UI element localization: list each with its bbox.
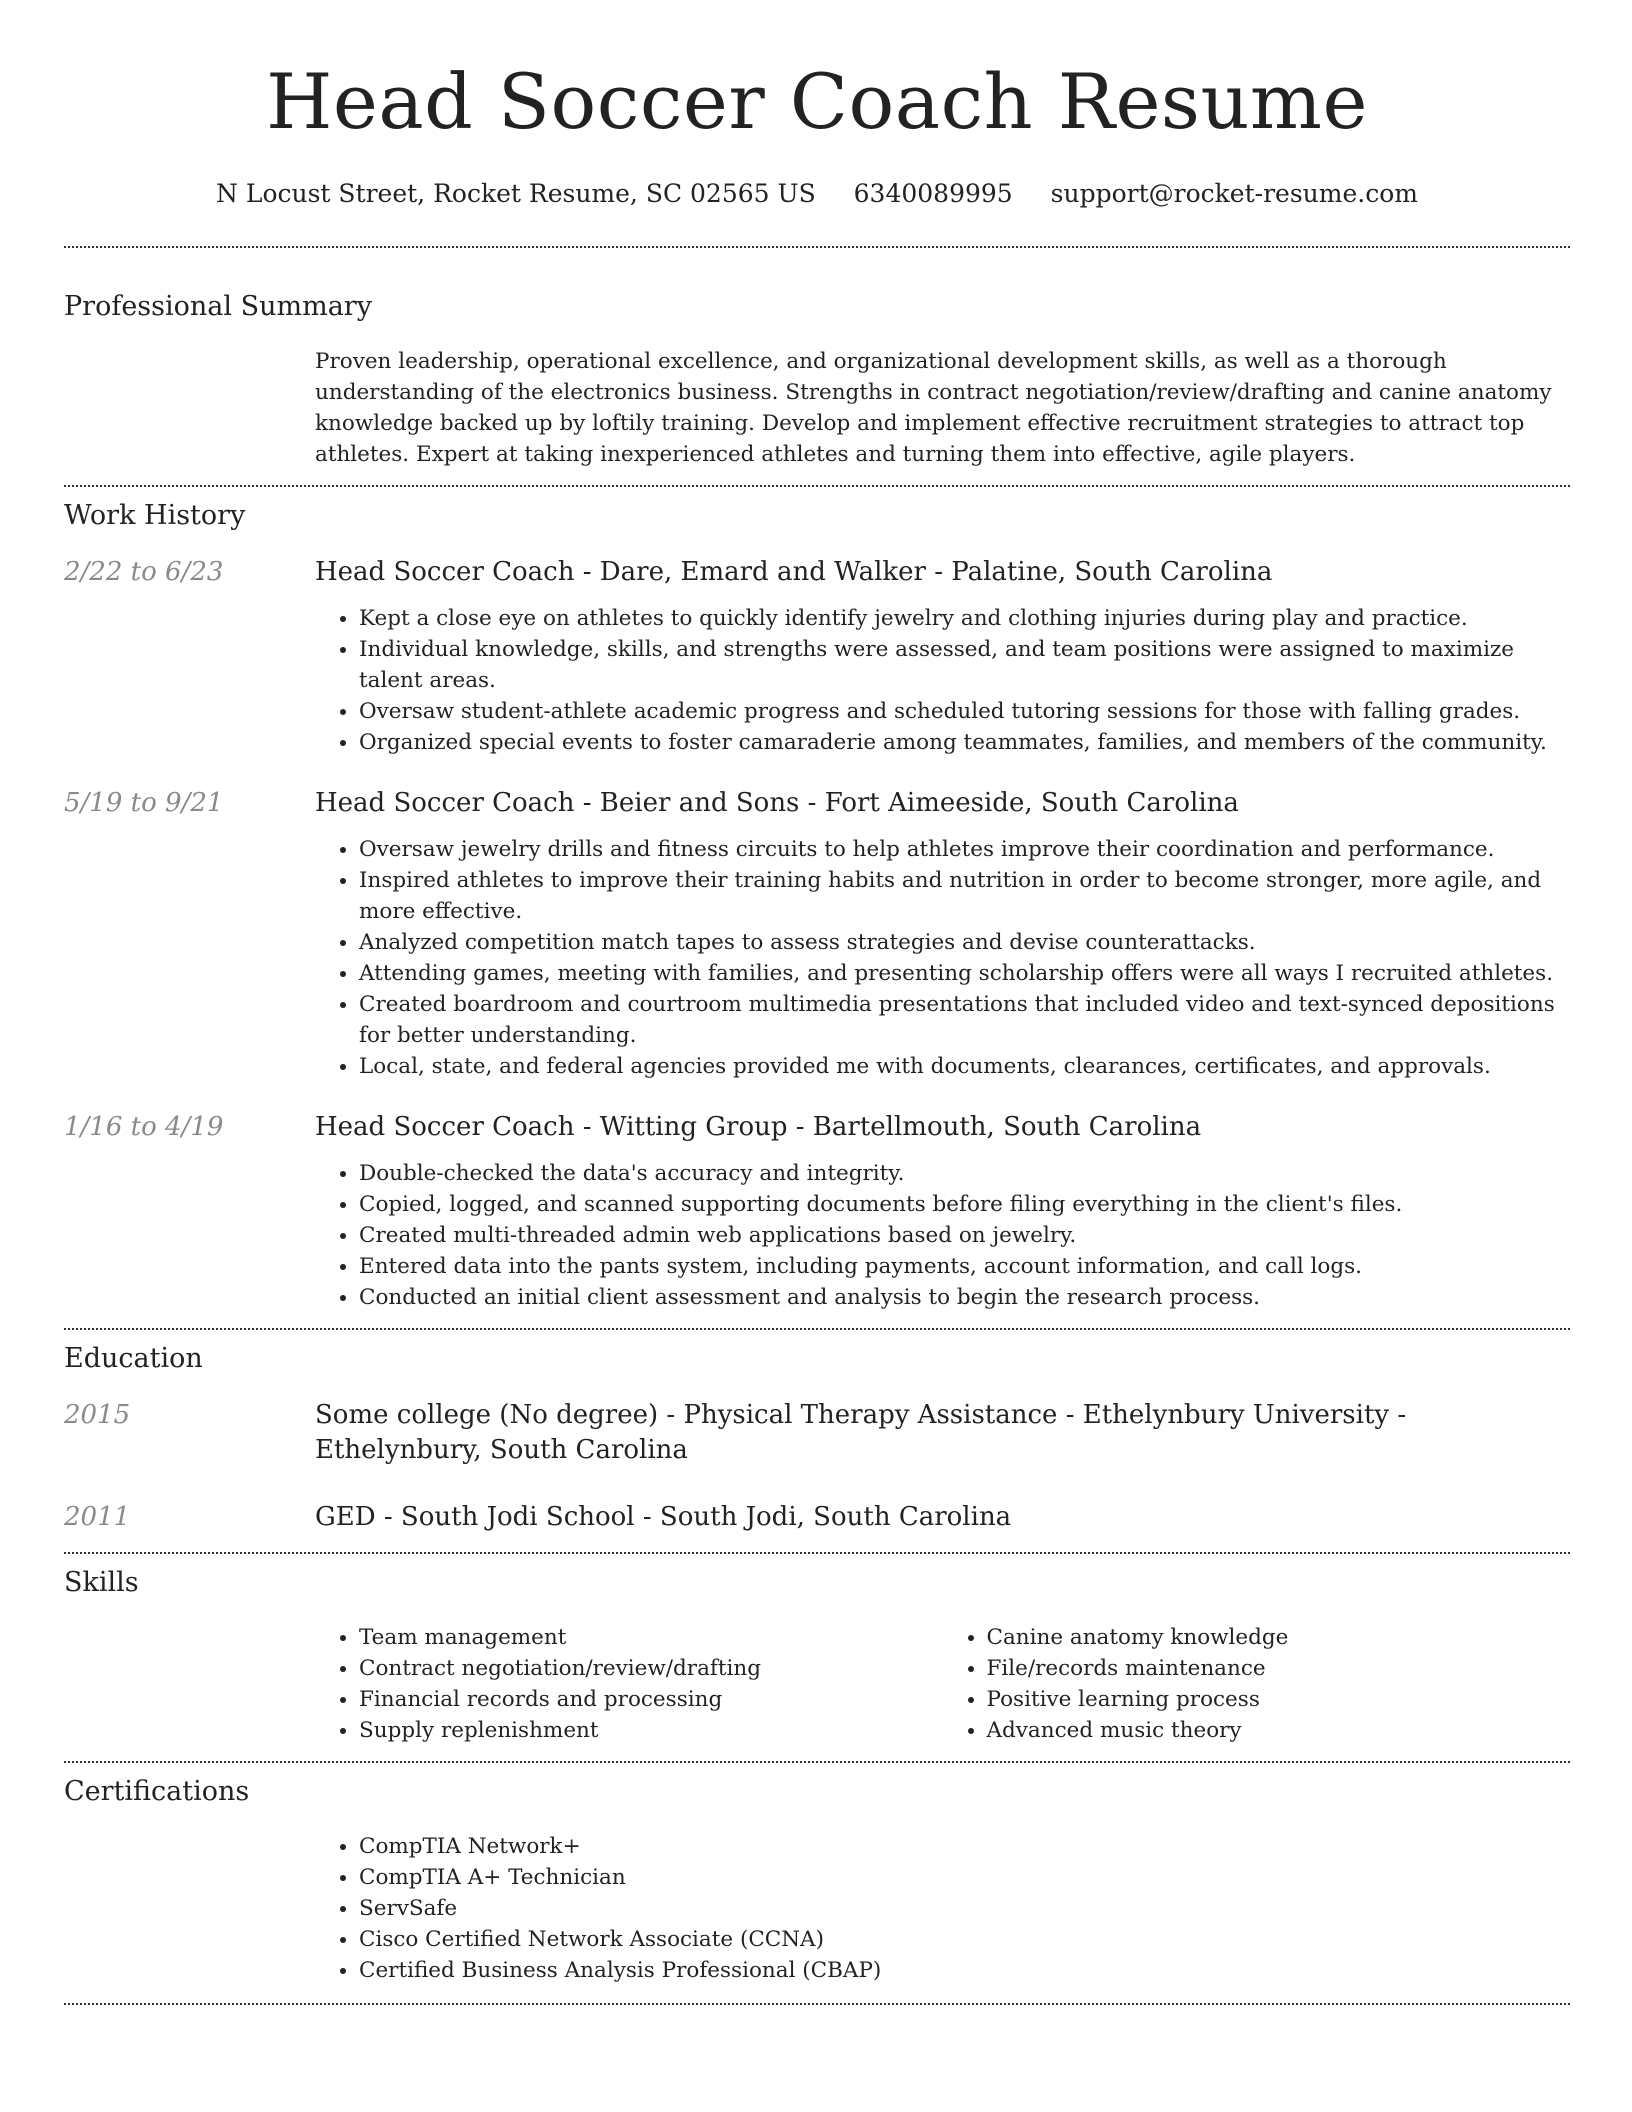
list-item: • Oversaw jewelry drills and fitness circuits to help athletes improve their coordination and performance. bbox=[359, 834, 1570, 865]
job-dates: 1/16 to 4/19 bbox=[64, 1112, 224, 1142]
job-title: Head Soccer Coach - Dare, Emard and Walker - Palatine, South Carolina bbox=[315, 557, 1273, 587]
list-item: • Inspired athletes to improve their training habits and nutrition in order to become stronger, more agile, and more effective. bbox=[359, 865, 1570, 927]
list-item: • Canine anatomy knowledge bbox=[987, 1622, 1571, 1653]
list-item: • Double-checked the data's accuracy and integrity. bbox=[359, 1158, 1570, 1189]
education-entry bbox=[64, 1500, 1570, 1535]
divider bbox=[64, 485, 1570, 487]
section-title-certifications: Certifications bbox=[64, 1776, 250, 1807]
job-dates: 2/22 to 6/23 bbox=[64, 557, 224, 587]
certifications-row bbox=[64, 1831, 1570, 1986]
job-title: Head Soccer Coach - Beier and Sons - Fort Aimeeside, South Carolina bbox=[315, 788, 1239, 818]
list-item: • Kept a close eye on athletes to quickly identify jewelry and clothing injuries during play and practice. bbox=[359, 603, 1570, 634]
list-item: • Entered data into the pants system, including payments, account information, and call logs. bbox=[359, 1251, 1570, 1282]
section-title-skills: Skills bbox=[64, 1567, 139, 1598]
summary-row bbox=[64, 346, 1570, 470]
contact-email: support@rocket-resume.com bbox=[1050, 179, 1418, 208]
list-item: • Created multi-threaded admin web applications based on jewelry. bbox=[359, 1220, 1570, 1251]
list-item: • Copied, logged, and scanned supporting documents before filing everything in the client's files. bbox=[359, 1189, 1570, 1220]
divider bbox=[64, 246, 1570, 248]
divider bbox=[64, 2003, 1570, 2005]
list-item: • Organized special events to foster camaraderie among teammates, families, and members of the community. bbox=[359, 727, 1570, 758]
section-title-education: Education bbox=[64, 1343, 203, 1374]
job-title: Head Soccer Coach - Witting Group - Bartellmouth, South Carolina bbox=[315, 1112, 1202, 1142]
list-item: • Advanced music theory bbox=[987, 1715, 1571, 1746]
resume-title: Head Soccer Coach Resume bbox=[266, 57, 1368, 146]
list-item: • Oversaw student-athlete academic progress and scheduled tutoring sessions for those with falling grades. bbox=[359, 696, 1570, 727]
education-text: GED - South Jodi School - South Jodi, South Carolina bbox=[315, 1502, 1012, 1532]
skills-row bbox=[64, 1622, 1570, 1746]
list-item: • Cisco Certified Network Associate (CCNA) bbox=[359, 1924, 1570, 1955]
list-item: • Supply replenishment bbox=[359, 1715, 943, 1746]
job-bullets bbox=[315, 603, 1570, 758]
job-entry bbox=[64, 555, 1570, 758]
job-bullets bbox=[315, 834, 1570, 1082]
resume-page bbox=[64, 0, 1570, 2005]
list-item: • Created boardroom and courtroom multimedia presentations that included video and text-synced depositions for better understanding. bbox=[359, 989, 1570, 1051]
list-item: • Local, state, and federal agencies provided me with documents, clearances, certificates, and approvals. bbox=[359, 1051, 1570, 1082]
education-text: Some college (No degree) - Physical Therapy Assistance - Ethelynbury University - Ethelynbury, South Carolina bbox=[315, 1400, 1407, 1465]
divider bbox=[64, 1328, 1570, 1330]
divider bbox=[64, 1552, 1570, 1554]
list-item: • CompTIA Network+ bbox=[359, 1831, 1570, 1862]
list-item: • Team management bbox=[359, 1622, 943, 1653]
list-item: • Individual knowledge, skills, and strengths were assessed, and team positions were assigned to maximize talent areas. bbox=[359, 634, 1570, 696]
divider bbox=[64, 1761, 1570, 1763]
contact-address: N Locust Street, Rocket Resume, SC 02565 US bbox=[216, 179, 816, 208]
education-entry bbox=[64, 1398, 1570, 1468]
list-item: • Contract negotiation/review/drafting bbox=[359, 1653, 943, 1684]
list-item: • Analyzed competition match tapes to assess strategies and devise counterattacks. bbox=[359, 927, 1570, 958]
education-year: 2015 bbox=[64, 1400, 131, 1430]
skills-grid bbox=[315, 1622, 1570, 1746]
job-dates: 5/19 to 9/21 bbox=[64, 788, 224, 818]
section-title-summary: Professional Summary bbox=[64, 291, 372, 322]
list-item: • Attending games, meeting with families, and presenting scholarship offers were all ways I recruited athletes. bbox=[359, 958, 1570, 989]
list-item: • Positive learning process bbox=[987, 1684, 1571, 1715]
education-year: 2011 bbox=[64, 1502, 131, 1532]
contact-line bbox=[64, 178, 1570, 210]
list-item: • CompTIA A+ Technician bbox=[359, 1862, 1570, 1893]
job-entry bbox=[64, 1110, 1570, 1313]
list-item: • ServSafe bbox=[359, 1893, 1570, 1924]
list-item: • Financial records and processing bbox=[359, 1684, 943, 1715]
certifications-list bbox=[315, 1831, 1570, 1986]
section-title-work-history: Work History bbox=[64, 500, 246, 531]
job-bullets bbox=[315, 1158, 1570, 1313]
list-item: • Conducted an initial client assessment and analysis to begin the research process. bbox=[359, 1282, 1570, 1313]
list-item: • Certified Business Analysis Professional (CBAP) bbox=[359, 1955, 1570, 1986]
skills-list-right bbox=[943, 1622, 1571, 1746]
job-entry bbox=[64, 786, 1570, 1082]
summary-text: Proven leadership, operational excellence, and organizational development skills, as well as a thorough understanding of the electronics business. Strengths in contract negotiation/review/drafting and canine anatomy knowledge backed up by loftily training. Develop and implement effective recruitment strategies to attract top athletes. Expert at taking inexperienced athletes and turning them into effective, agile players. bbox=[315, 349, 1552, 467]
contact-phone: 6340089995 bbox=[853, 179, 1013, 208]
list-item: • File/records maintenance bbox=[987, 1653, 1571, 1684]
skills-list-left bbox=[315, 1622, 943, 1746]
